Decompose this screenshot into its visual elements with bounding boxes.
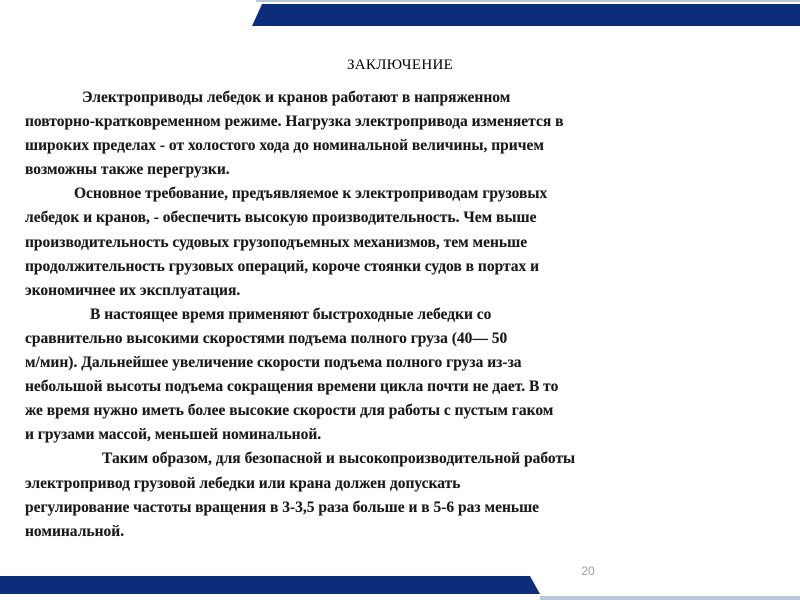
body-text [25,86,680,544]
text-line: же время нужно иметь более высокие скорости для работы с пустым гаком [25,402,554,420]
text-line: регулирование частоты вращения в 3-3,5 раза больше и в 5-6 раз меньше [25,498,540,516]
text-line: В настоящее время применяют быстроходные лебедки со [90,305,492,323]
page-number: 20 [581,564,595,578]
top-band-light-stripe [256,0,800,2]
text-line: повторно-кратковременном режиме. Нагрузка электропривода изменяется в [25,113,564,131]
text-line: Основное требование, предъявляемое к электроприводам грузовых [74,185,548,203]
text-line: номинальной. [25,522,125,540]
slide-title: ЗАКЛЮЧЕНИЕ [346,57,454,73]
text-line: продолжительность грузовых операций, короче стоянки судов в портах и [25,257,540,275]
text-line: небольшой высоты подъема сокращения времени цикла почти не дает. В то [25,378,559,396]
text-line: м/мин). Дальнейшее увеличение скорости подъема полного груза из-за [25,354,522,372]
paragraph-3 [25,303,680,448]
text-line: Таким образом, для безопасной и высокопроизводительной работы [102,450,576,468]
paragraph-4 [25,447,680,543]
paragraph-1 [25,86,680,182]
bottom-band-dark-stripe [0,576,540,594]
top-band-dark-stripe [252,4,800,26]
top-decorative-band [0,0,800,30]
text-line: лебедок и кранов, - обеспечить высокую производительность. Чем выше [25,209,537,227]
text-line: сравнительно высокими скоростями подъема полного груза (40— 50 [25,329,508,347]
bottom-decorative-band [0,574,800,600]
text-line: возможны также перегрузки. [25,161,230,179]
text-line: электропривод грузовой лебедки или крана должен допускать [25,474,461,492]
text-line: экономичнее их эксплуатация. [25,281,241,299]
text-line: и грузами массой, меньшей номинальной. [25,426,322,444]
text-line: производительность судовых грузоподъемных механизмов, тем меньше [25,233,528,251]
text-line: Электроприводы лебедок и кранов работают в напряженном [82,89,511,106]
paragraph-2 [25,182,680,302]
bottom-band-light-stripe [540,596,800,600]
text-line: широких пределах - от холостого хода до номинальной величины, причем [25,137,544,155]
